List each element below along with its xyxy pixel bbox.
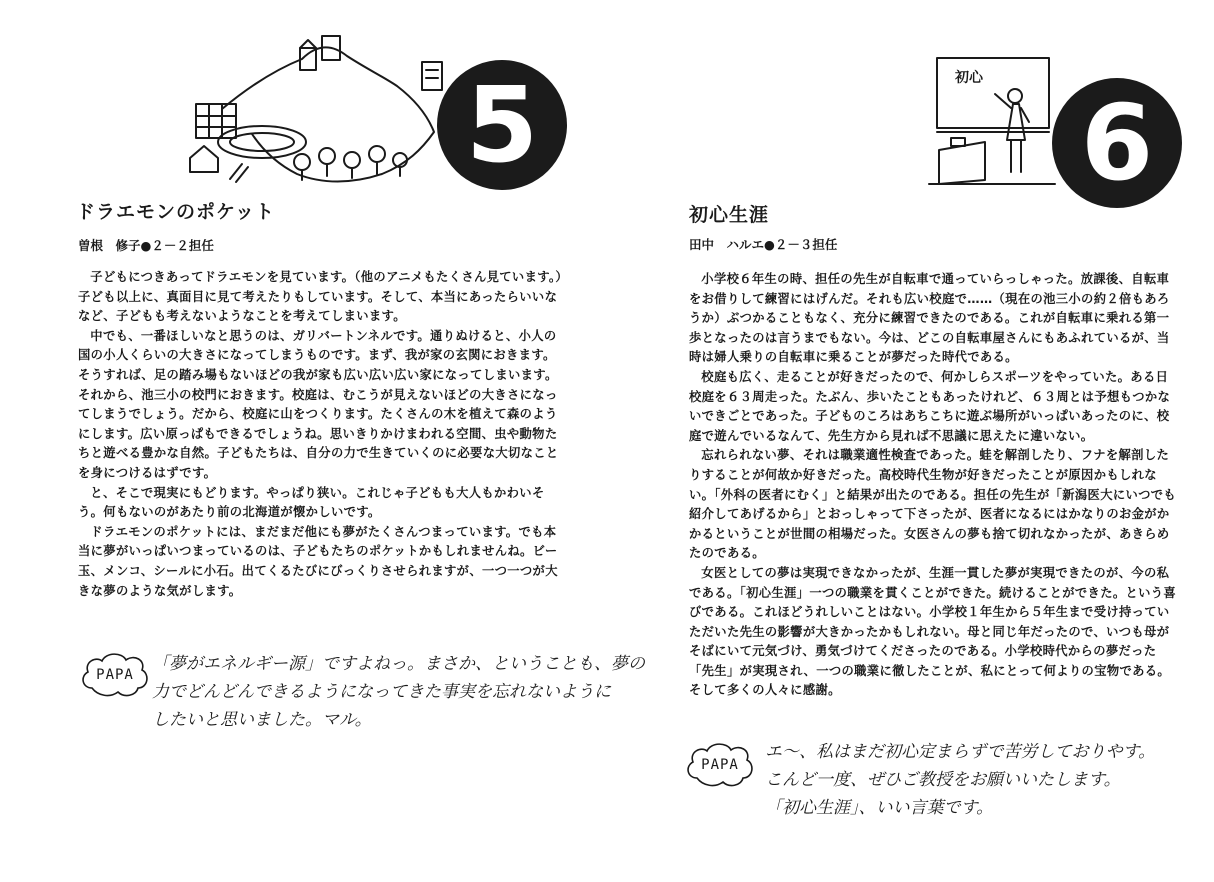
body-paragraph: 中でも、一番ほしいなと思うのは、ガリバートンネルです。通りぬけると、小人の国の小人くらいの大きさになってしまうものです。まず、我が家の玄関におきます。そうすれば、足の踏み場もないほどの我が家も広い広い広い家になってしまいます。それから、池三小の校門におきます。校庭は、むこうが見えないほどの大きさになってしまうでしょう。だから、校庭に山をつくります。たくさんの木を植えて森のようにします。広い原っぱもできるでしょうね。思いきりかけまわれる空間、虫や動物たちと遊べる豊かな自然。子どもたちは、自分の力で生きていくのに必要な大切なことを身につけるはずです。 — [78, 328, 559, 480]
article-body — [689, 270, 1179, 701]
papa-comment-line: エ～、私はまだ初心定まらずで苦労しておりやす。 — [765, 742, 1156, 762]
body-paragraph: 子どもにつきあってドラエモンを見ています。（他のアニメもたくさん見ています。）子ども以上に、真面目に見て考えたりもしています。そして、本当にあったらいいななど、子どもも考えないようなことを考えてしまいます。 — [78, 270, 562, 324]
body-paragraph: 女医としての夢は実現できなかったが、生涯一貫した夢が実現できたのが、今の私である。「初心生涯」一つの職業を貫くことができた。続けることができた。という喜びである。これほどうれしいことはない。小学校１年生から５年生まで受け持っていただいた先生の影響が大きかったかもしれない。母と同じ年だったので、いつも母がそばにいて元気づけ、勇気づけてくださったのである。小学校時代からの夢だった「先生」が実現され、一つの職業に徹したことが、私にとって何よりの宝物である。そして多くの人々に感謝。 — [689, 565, 1177, 698]
papa-cloud-badge — [78, 648, 152, 702]
papa-comment-line: したいと思いました。マル。 — [152, 710, 372, 730]
article-number-badge: 6 — [1052, 78, 1182, 208]
papa-label: PAPA — [701, 757, 739, 773]
papa-comment-line: 「夢がエネルギー源」ですよねっ。まさか、ということも、夢の — [152, 654, 645, 674]
blackboard-text: 初心 — [955, 70, 983, 86]
body-paragraph: と、そこで現実にもどります。やっぱり狭い。これじゃ子どもも大人もかわいそう。何もないのがあたり前の北海道が懐かしいです。 — [78, 485, 545, 520]
body-paragraph: 忘れられない夢、それは職業適性検査であった。蛙を解剖したり、フナを解剖したりすることが何故か好きだった。高校時代生物が好きだったことが原因かもしれない。「外科の医者にむく」と結果が出たのである。担任の先生が「新潟医大にいつでも紹介してあげるから」とおっしゃって下さったが、医者になるにはかなりのお金がかかるということが世間の相場だった。女医さんの夢も捨て切れなかったが、あきらめたのである。 — [689, 448, 1177, 561]
papa-comment-line: 「初心生涯」、いい言葉です。 — [765, 798, 994, 818]
article-author: 田中 ハルエ●２－３担任 — [689, 237, 838, 252]
teacher-blackboard-illustration — [925, 50, 1075, 190]
body-paragraph: ドラエモンのポケットには、まだまだ他にも夢がたくさんつまっています。でも本当に夢がいっぱいつまっているのは、子どもたちのポケットかもしれませんね。ビー玉、メンコ、シールに小石。出てくるたびにびっくりさせられますが、一つ一つが大きな夢のような気がします。 — [78, 524, 558, 598]
body-paragraph: 小学校６年生の時、担任の先生が自転車で通っていらっしゃった。放課後、自転車をお借りして練習にはげんだ。それも広い校庭で……（現在の池三小の約２倍もあろうか）ぶつかることもなく、充分に練習できたのである。これが自転車に乗れる第一歩となったのは言うまでもない。今は、どこの自転車屋さんにもあふれているが、当時は婦人乗りの自転車に乗ることが夢だった時代である。 — [689, 272, 1170, 365]
article-title: 初心生涯 — [689, 204, 770, 226]
right-page — [607, 0, 1214, 882]
body-paragraph: 校庭も広く、走ることが好きだったので、何かしらスポーツをやっていた。ある日校庭を６３周走った。たぶん、歩いたこともあったけれど、６３周とは予想もつかないできごとであった。子どものころはあちこちに遊ぶ場所がいっぱいあったのに、校庭で遊んでいるなんて、先生方から見れば不思議に思えたに違いない。 — [689, 369, 1171, 443]
papa-comment — [152, 650, 645, 734]
papa-label: PAPA — [96, 667, 134, 683]
article-body — [78, 268, 566, 601]
article-number-badge: 5 — [437, 60, 567, 190]
papa-comment — [765, 738, 1155, 822]
mountain-school-illustration — [182, 14, 462, 196]
papa-comment-line: 力でどんどんできるようになってきた事実を忘れないように — [152, 682, 611, 702]
papa-comment-line: こんど一度、ぜひご教授をお願いいたします。 — [765, 770, 1121, 790]
papa-cloud-badge — [683, 738, 757, 792]
article-author: 曽根 修子●２－２担任 — [78, 238, 214, 253]
article-title: ドラエモンのポケット — [76, 201, 276, 223]
